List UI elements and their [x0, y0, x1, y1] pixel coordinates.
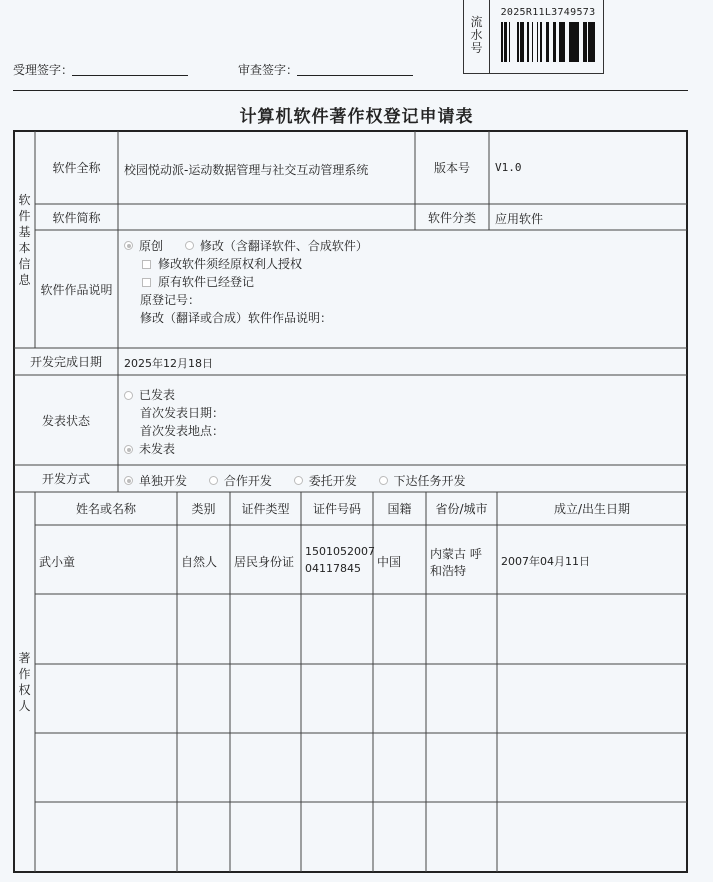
owner-header-type: 类别 [191, 502, 216, 516]
radio-unpublished-icon [124, 445, 133, 454]
radio-modified[interactable]: 修改（含翻译软件、合成软件） [185, 237, 368, 254]
barcode-icon [501, 22, 595, 62]
radio-dev-assigned[interactable]: 下达任务开发 [379, 472, 466, 489]
radio-dev-commissioned-icon [294, 476, 303, 485]
version-value[interactable]: V1.0 [495, 161, 522, 174]
owner-province-line2[interactable]: 和浩特 [430, 564, 467, 578]
radio-unpublished[interactable]: 未发表 [124, 440, 175, 457]
radio-original[interactable]: 原创 [124, 237, 163, 254]
completion-date-value[interactable]: 2025年12月18日 [124, 357, 213, 370]
version-label: 版本号 [433, 161, 470, 175]
owner-header-nationality: 国籍 [387, 502, 412, 516]
radio-published-icon [124, 391, 133, 400]
form-title: 计算机软件著作权登记申请表 [239, 107, 474, 127]
serial-number: 2025R11L3749573 [500, 7, 596, 18]
owner-id-number-line2[interactable]: 04117845 [305, 562, 361, 575]
owner-province-line1[interactable]: 内蒙古 呼 [430, 547, 482, 561]
short-name-label: 软件简称 [52, 210, 101, 225]
auth-checkbox-row[interactable]: 修改软件须经原权利人授权 [142, 255, 302, 272]
header-divider [13, 90, 688, 91]
category-value[interactable]: 应用软件 [495, 212, 544, 226]
owner-header-id-number: 证件号码 [312, 502, 361, 516]
owner-id-number-line1[interactable]: 1501052007 [305, 545, 375, 558]
work-type-options [124, 237, 368, 254]
serial-number-box [463, 0, 604, 74]
radio-published[interactable]: 已发表 [124, 386, 175, 403]
registered-checkbox-icon [142, 278, 151, 287]
radio-dev-solo-icon [124, 476, 133, 485]
accept-sign-line[interactable] [72, 61, 188, 76]
radio-dev-joint[interactable]: 合作开发 [209, 472, 272, 489]
owner-header-province: 省份/城市 [435, 502, 488, 516]
owner-header-birth-date: 成立/出生日期 [553, 502, 631, 516]
owner-birth-date[interactable]: 2007年04月11日 [501, 555, 590, 568]
registered-checkbox-row[interactable]: 原有软件已经登记 [142, 273, 254, 290]
dev-mode-options [124, 472, 466, 489]
modify-desc-label: 修改（翻译或合成）软件作品说明： [140, 311, 333, 325]
radio-dev-joint-icon [209, 476, 218, 485]
radio-dev-solo[interactable]: 单独开发 [124, 472, 187, 489]
orig-reg-no-label: 原登记号： [140, 293, 201, 307]
work-desc-label: 软件作品说明 [40, 282, 113, 297]
review-sign-line[interactable] [297, 61, 413, 76]
radio-dev-assigned-icon [379, 476, 388, 485]
owner-section-label: 著 作 权 人 [18, 651, 31, 713]
owner-header-name: 姓名或名称 [75, 502, 136, 516]
owner-header-id-type: 证件类型 [241, 502, 290, 516]
auth-checkbox-icon [142, 260, 151, 269]
publish-status-label: 发表状态 [41, 413, 90, 428]
review-sign-label: 审查签字： [238, 63, 299, 77]
category-label: 软件分类 [427, 210, 476, 225]
full-name-label: 软件全称 [52, 161, 101, 175]
accept-sign-label: 受理签字： [13, 63, 74, 77]
owner-name[interactable]: 武小童 [39, 555, 76, 569]
owner-type[interactable]: 自然人 [181, 555, 218, 569]
owner-id-type[interactable]: 居民身份证 [234, 555, 295, 569]
dev-mode-label: 开发方式 [41, 472, 90, 486]
radio-original-icon [124, 241, 133, 250]
first-publish-date-label: 首次发表日期： [140, 406, 225, 420]
full-name-value[interactable]: 校园悦动派-运动数据管理与社交互动管理系统 [124, 163, 369, 177]
radio-dev-commissioned[interactable]: 委托开发 [294, 472, 357, 489]
owner-nationality[interactable]: 中国 [377, 555, 402, 569]
serial-label: 流 水 号 [464, 0, 490, 73]
first-publish-place-label: 首次发表地点： [140, 424, 225, 438]
completion-date-label: 开发完成日期 [29, 355, 102, 369]
basic-info-section-label: 软 件 基 本 信 息 [18, 192, 31, 287]
radio-modified-icon [185, 241, 194, 250]
